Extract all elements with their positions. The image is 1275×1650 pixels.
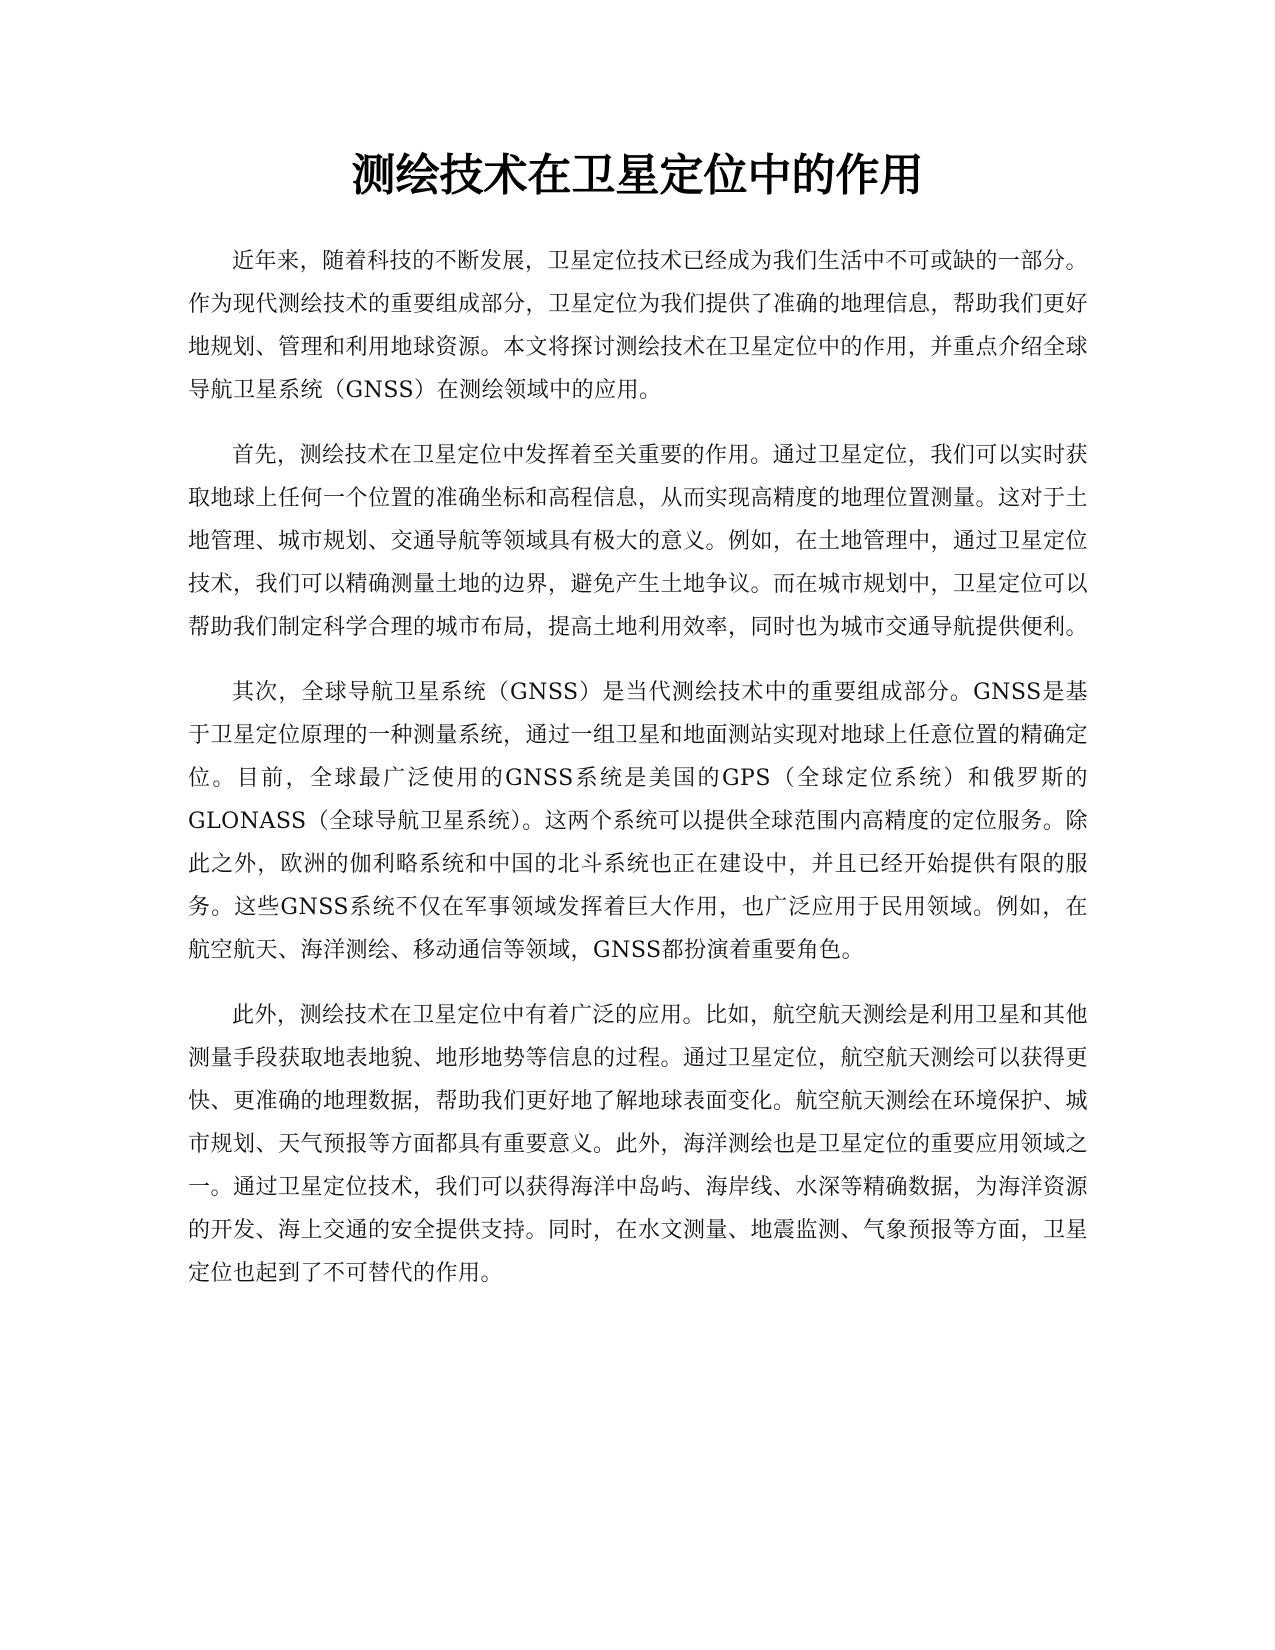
paragraph-first: 首先，测绘技术在卫星定位中发挥着至关重要的作用。通过卫星定位，我们可以实时获取地球上任何一个位置的准确坐标和高程信息，从而实现高精度的地理位置测量。这对于土地管理、城市规划、交通导航等领域具有极大的意义。例如，在土地管理中，通过卫星定位技术，我们可以精确测量土地的边界，避免产生土地争议。而在城市规划中，卫星定位可以帮助我们制定科学合理的城市布局，提高土地利用效率，同时也为城市交通导航提供便利。 [188,443,1089,640]
paragraph-second: 其次，全球导航卫星系统（GNSS）是当代测绘技术中的重要组成部分。GNSS是基于卫星定位原理的一种测量系统，通过一组卫星和地面测站实现对地球上任意位置的精确定位。目前，全球最广泛使用的GNSS系统是美国的GPS（全球定位系统）和俄罗斯的GLONASS（全球导航卫星系统）。这两个系统可以提供全球范围内高精度的定位服务。除此之外，欧洲的伽利略系统和中国的北斗系统也正在建设中，并且已经开始提供有限的服务。这些GNSS系统不仅在军事领域发挥着巨大作用，也广泛应用于民用领域。例如，在航空航天、海洋测绘、移动通信等领域，GNSS都扮演着重要角色。 [188,680,1089,963]
paragraph-intro: 近年来，随着科技的不断发展，卫星定位技术已经成为我们生活中不可或缺的一部分。作为现代测绘技术的重要组成部分，卫星定位为我们提供了准确的地理信息，帮助我们更好地规划、管理和利用地球资源。本文将探讨测绘技术在卫星定位中的作用，并重点介绍全球导航卫星系统（GNSS）在测绘领域中的应用。 [188,249,1089,403]
document-body [188,240,1088,1317]
paragraph-third: 此外，测绘技术在卫星定位中有着广泛的应用。比如，航空航天测绘是利用卫星和其他测量手段获取地表地貌、地形地势等信息的过程。通过卫星定位，航空航天测绘可以获得更快、更准确的地理数据，帮助我们更好地了解地球表面变化。航空航天测绘在环境保护、城市规划、天气预报等方面都具有重要意义。此外，海洋测绘也是卫星定位的重要应用领域之一。通过卫星定位技术，我们可以获得海洋中岛屿、海岸线、水深等精确数据，为海洋资源的开发、海上交通的安全提供支持。同时，在水文测量、地震监测、气象预报等方面，卫星定位也起到了不可替代的作用。 [188,1003,1089,1286]
document-title: 测绘技术在卫星定位中的作用 [351,150,924,201]
